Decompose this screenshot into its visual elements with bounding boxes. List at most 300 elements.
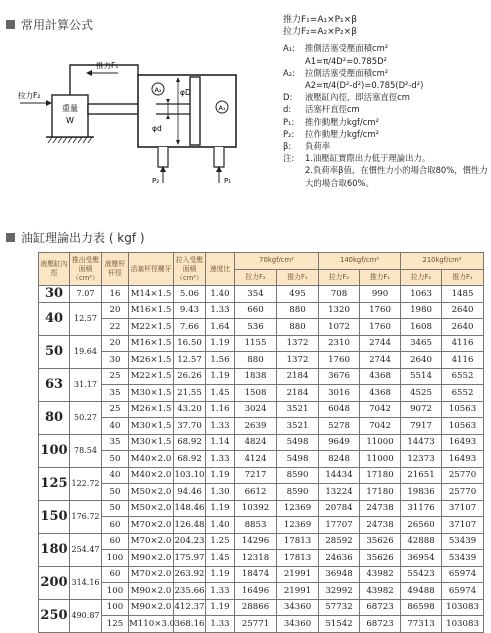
table-cell: 1838 <box>235 368 277 385</box>
definition-text: 拉側活塞受壓面積cm² <box>305 67 389 78</box>
table-cell: 1.19 <box>206 599 235 616</box>
table-cell: 1.40 <box>206 286 235 303</box>
push-area-cell: 12.57 <box>70 302 102 335</box>
table-row <box>39 352 484 369</box>
cylinder-force-table <box>38 252 484 633</box>
bore-cell: 30 <box>39 286 70 303</box>
table-cell: 35626 <box>360 550 401 567</box>
table-row <box>39 616 484 633</box>
table-cell: 125 <box>102 616 129 633</box>
formula-definition <box>283 116 488 128</box>
table-cell: 5498 <box>277 451 319 468</box>
table-subheader-cell: 推力F₁ <box>360 269 401 286</box>
formula-definition <box>283 55 488 67</box>
table-cell: 3521 <box>277 418 319 435</box>
table-cell: 26.26 <box>174 368 206 385</box>
table-cell: 68723 <box>360 599 401 616</box>
table-cell: 2640 <box>442 302 484 319</box>
push-area-cell: 314.16 <box>70 566 102 599</box>
definition-text: 2.負荷率β值，在慣性力小的場合取80%，慣性力大的場合取60%。 <box>305 165 488 188</box>
table-cell: 10563 <box>442 418 484 435</box>
table-cell: M30×1.5 <box>129 434 174 451</box>
definition-text: A2=π/4(D²-d²)=0.785(D²-d²) <box>305 80 424 91</box>
table-cell: 2310 <box>319 335 360 352</box>
table-cell: 2744 <box>360 335 401 352</box>
table-cell: 94.46 <box>174 484 206 501</box>
table-cell: 990 <box>360 286 401 303</box>
table-row <box>39 599 484 616</box>
table-cell: 86598 <box>401 599 442 616</box>
table-cell: 3024 <box>235 401 277 418</box>
table-cell: 55423 <box>401 566 442 583</box>
hydraulic-cylinder-diagram <box>18 55 248 185</box>
table-cell: 9.43 <box>174 302 206 319</box>
table-header-cell: 液壓杆杆徑 <box>102 253 129 286</box>
table-cell: 25 <box>102 368 129 385</box>
bore-cell: 125 <box>39 467 70 500</box>
table-cell: 1485 <box>442 286 484 303</box>
formula-definition <box>283 152 488 164</box>
table-row <box>39 401 484 418</box>
table-cell: 16.50 <box>174 335 206 352</box>
table-cell: 1.40 <box>206 517 235 534</box>
definition-key: P₁: <box>283 116 295 127</box>
table-row <box>39 566 484 583</box>
table-cell: M40×2.0 <box>129 467 174 484</box>
table-cell: 1.33 <box>206 418 235 435</box>
table-cell: 30 <box>102 352 129 369</box>
table-row <box>39 434 484 451</box>
weight-symbol: W <box>66 116 74 125</box>
table-cell: 50 <box>102 451 129 468</box>
table-cell: 2639 <box>235 418 277 435</box>
table-cell: 35 <box>102 385 129 402</box>
table-cell: 37107 <box>442 500 484 517</box>
table-cell: 7217 <box>235 467 277 484</box>
formula-definition <box>283 128 488 140</box>
formula-legend <box>283 14 488 189</box>
table-cell: 16493 <box>442 451 484 468</box>
table-cell: 16496 <box>235 583 277 600</box>
bore-cell: 40 <box>39 302 70 335</box>
table-cell: 7917 <box>401 418 442 435</box>
table-cell: 1155 <box>235 335 277 352</box>
table-cell: 1372 <box>277 352 319 369</box>
table-cell: 5498 <box>277 434 319 451</box>
table-cell: M90×2.0 <box>129 583 174 600</box>
definition-key: A₂: <box>283 67 295 78</box>
table-cell: 2640 <box>401 352 442 369</box>
table-cell: 13224 <box>319 484 360 501</box>
table-row <box>39 451 484 468</box>
table-subheader-cell: 推力F₁ <box>277 269 319 286</box>
table-cell: 3465 <box>401 335 442 352</box>
table-cell: 368.16 <box>174 616 206 633</box>
table-cell: 8590 <box>277 484 319 501</box>
table-cell: 8248 <box>319 451 360 468</box>
formula-definition <box>283 42 488 54</box>
table-cell: 16 <box>102 286 129 303</box>
table-cell: 53439 <box>442 533 484 550</box>
table-cell: 7.66 <box>174 319 206 336</box>
table-cell: 4124 <box>235 451 277 468</box>
table-cell: M26×1.5 <box>129 401 174 418</box>
table-cell: 1.19 <box>206 500 235 517</box>
table-cell: 17707 <box>319 517 360 534</box>
table-cell: 1.19 <box>206 467 235 484</box>
table-header-cell: 推出受壓面積（cm²） <box>70 253 102 286</box>
table-cell: M26×1.5 <box>129 352 174 369</box>
table-cell: 31176 <box>401 500 442 517</box>
table-cell: 4368 <box>360 385 401 402</box>
table-cell: 36954 <box>401 550 442 567</box>
table-cell: 60 <box>102 533 129 550</box>
table-cell: 68.92 <box>174 434 206 451</box>
table-section-title <box>6 229 145 246</box>
table-header-cell: 拉入受壓面積（cm²） <box>174 253 206 286</box>
table-cell: 65974 <box>442 566 484 583</box>
table-cell: M90×2.0 <box>129 550 174 567</box>
push-area-cell: 254.47 <box>70 533 102 566</box>
table-cell: 100 <box>102 583 129 600</box>
table-cell: 22 <box>102 319 129 336</box>
definition-key <box>283 55 305 67</box>
table-cell: 880 <box>235 352 277 369</box>
formula-push: 推力F₁=A₁×P₁×β <box>283 15 357 25</box>
table-cell: 24738 <box>360 500 401 517</box>
table-cell: 8853 <box>235 517 277 534</box>
table-cell: 1.33 <box>206 616 235 633</box>
table-row <box>39 385 484 402</box>
table-cell: 32992 <box>319 583 360 600</box>
formula-title-text: 常用計算公式 <box>21 18 94 32</box>
table-cell: 495 <box>277 286 319 303</box>
p1-label: P₁ <box>224 177 232 185</box>
table-cell: M70×2.0 <box>129 517 174 534</box>
table-row <box>39 533 484 550</box>
table-cell: 21.55 <box>174 385 206 402</box>
table-row <box>39 500 484 517</box>
table-cell: 6612 <box>235 484 277 501</box>
table-header-cell: 210kgf/cm² <box>401 253 484 270</box>
table-cell: 126.48 <box>174 517 206 534</box>
table-cell: 6552 <box>442 385 484 402</box>
push-force-label: 推力F₁ <box>96 61 119 70</box>
table-cell: M16×1.5 <box>129 335 174 352</box>
table-cell: 4525 <box>401 385 442 402</box>
table-cell: M30×1.5 <box>129 418 174 435</box>
table-cell: 1372 <box>277 335 319 352</box>
table-cell: 10392 <box>235 500 277 517</box>
table-cell: 880 <box>277 302 319 319</box>
table-cell: 235.66 <box>174 583 206 600</box>
table-cell: 1.14 <box>206 434 235 451</box>
table-cell: 9072 <box>401 401 442 418</box>
table-cell: 412.37 <box>174 599 206 616</box>
table-cell: 100 <box>102 550 129 567</box>
push-area-cell: 31.17 <box>70 368 102 401</box>
table-cell: 1.45 <box>206 385 235 402</box>
table-title-text: 油缸理論出力表 ( kgf ) <box>21 231 145 245</box>
table-cell: 28866 <box>235 599 277 616</box>
table-cell: 37.70 <box>174 418 206 435</box>
definition-key: D: <box>283 92 293 103</box>
table-cell: 12.57 <box>174 352 206 369</box>
table-cell: 17180 <box>360 467 401 484</box>
table-cell: 3676 <box>319 368 360 385</box>
definition-key <box>283 164 305 188</box>
table-cell: 77313 <box>401 616 442 633</box>
a2-label: A₂ <box>154 86 162 94</box>
table-cell: 1.45 <box>206 550 235 567</box>
table-row <box>39 484 484 501</box>
bore-cell: 180 <box>39 533 70 566</box>
phi-D-label: φD <box>180 88 191 97</box>
table-row <box>39 368 484 385</box>
table-cell: 8590 <box>277 467 319 484</box>
table-cell: 1.19 <box>206 566 235 583</box>
table-cell: 4116 <box>442 335 484 352</box>
table-header-cell: 140kgf/cm² <box>319 253 401 270</box>
table-cell: 53439 <box>442 550 484 567</box>
table-cell: 51542 <box>319 616 360 633</box>
table-cell: 2184 <box>277 385 319 402</box>
pull-force-label: 拉力F₂ <box>18 91 41 100</box>
table-cell: 25771 <box>235 616 277 633</box>
table-cell: 880 <box>277 319 319 336</box>
definition-text: 推作動壓力kgf/cm² <box>305 116 379 127</box>
table-row <box>39 583 484 600</box>
definition-text: 液壓缸內徑，即活塞直徑cm <box>305 92 410 103</box>
table-cell: 1508 <box>235 385 277 402</box>
table-cell: 1608 <box>401 319 442 336</box>
table-cell: 5278 <box>319 418 360 435</box>
table-cell: 1.33 <box>206 302 235 319</box>
definition-text: 推側活塞受壓面積cm² <box>305 43 389 54</box>
formula-definition <box>283 91 488 103</box>
table-cell: 24636 <box>319 550 360 567</box>
table-cell: 1760 <box>360 302 401 319</box>
table-cell: 12373 <box>401 451 442 468</box>
table-cell: 17813 <box>277 533 319 550</box>
definition-key: 注: <box>283 153 295 164</box>
table-cell: 36948 <box>319 566 360 583</box>
table-cell: 1.33 <box>206 451 235 468</box>
definition-text: 1.油壓缸實際出力低于理論出力。 <box>305 153 431 164</box>
piston <box>190 77 200 145</box>
push-area-cell: 78.54 <box>70 434 102 467</box>
table-cell: 175.97 <box>174 550 206 567</box>
phi-d-label: φd <box>152 124 162 133</box>
table-cell: 103083 <box>442 616 484 633</box>
table-cell: 60 <box>102 566 129 583</box>
table-cell: 28592 <box>319 533 360 550</box>
table-cell: 1.25 <box>206 533 235 550</box>
table-cell: 5514 <box>401 368 442 385</box>
table-cell: 1072 <box>319 319 360 336</box>
definition-text: A1=π/4D²=0.785D² <box>305 55 387 66</box>
table-cell: 148.46 <box>174 500 206 517</box>
table-cell: 1.33 <box>206 583 235 600</box>
table-cell: 3016 <box>319 385 360 402</box>
table-cell: 19836 <box>401 484 442 501</box>
table-cell: 65974 <box>442 583 484 600</box>
table-header-cell: 70kgf/cm² <box>235 253 319 270</box>
table-cell: 40 <box>102 418 129 435</box>
table-cell: M40×2.0 <box>129 451 174 468</box>
table-cell: 17180 <box>360 484 401 501</box>
bore-cell: 150 <box>39 500 70 533</box>
weight-label: 重量 <box>62 104 78 113</box>
table-cell: M70×2.0 <box>129 566 174 583</box>
table-cell: 1980 <box>401 302 442 319</box>
table-cell: 1.64 <box>206 319 235 336</box>
table-cell: M50×2.0 <box>129 484 174 501</box>
table-cell: 7042 <box>360 418 401 435</box>
definition-key <box>283 79 305 91</box>
table-header-cell: 活塞杆徑螺牙 <box>129 253 174 286</box>
a1-label: A₁ <box>218 104 226 112</box>
table-cell: 1.19 <box>206 368 235 385</box>
formula-definition <box>283 103 488 115</box>
section-bullet-icon <box>6 233 15 242</box>
table-cell: 14296 <box>235 533 277 550</box>
table-cell: 660 <box>235 302 277 319</box>
table-cell: 103083 <box>442 599 484 616</box>
table-cell: M30×1.5 <box>129 385 174 402</box>
table-cell: 57732 <box>319 599 360 616</box>
bore-cell: 200 <box>39 566 70 599</box>
table-cell: 1.56 <box>206 352 235 369</box>
table-row <box>39 319 484 336</box>
formula-pull: 拉力F₂=A₂×P₂×β <box>283 27 357 38</box>
table-cell: 20 <box>102 335 129 352</box>
table-cell: 4116 <box>442 352 484 369</box>
table-cell: 49488 <box>401 583 442 600</box>
formula-definition <box>283 67 488 79</box>
bore-cell: 250 <box>39 599 70 632</box>
table-cell: 35626 <box>360 533 401 550</box>
table-cell: 43982 <box>360 566 401 583</box>
table-row <box>39 418 484 435</box>
table-cell: 17813 <box>277 550 319 567</box>
table-cell: 2184 <box>277 368 319 385</box>
definition-key: A₁: <box>283 43 295 54</box>
table-cell: 21651 <box>401 467 442 484</box>
table-cell: 1760 <box>360 319 401 336</box>
table-cell: 25770 <box>442 484 484 501</box>
table-cell: M22×1.5 <box>129 319 174 336</box>
table-cell: 1.30 <box>206 484 235 501</box>
definition-key: d: <box>283 104 292 115</box>
definition-text: 拉作動壓力kgf/cm² <box>305 128 379 139</box>
table-cell: 18474 <box>235 566 277 583</box>
table-cell: 26560 <box>401 517 442 534</box>
formula-definition <box>283 140 488 152</box>
table-cell: M110×3.0 <box>129 616 174 633</box>
table-cell: 43.20 <box>174 401 206 418</box>
table-cell: 204.23 <box>174 533 206 550</box>
table-cell: 1.19 <box>206 335 235 352</box>
table-cell: 25770 <box>442 467 484 484</box>
formula-definition <box>283 79 488 91</box>
bore-cell: 100 <box>39 434 70 467</box>
bore-cell: 80 <box>39 401 70 434</box>
table-cell: 1.16 <box>206 401 235 418</box>
table-row <box>39 286 484 303</box>
table-cell: 1760 <box>319 352 360 369</box>
table-cell: 68.92 <box>174 451 206 468</box>
push-area-cell: 19.64 <box>70 335 102 368</box>
push-area-cell: 490.87 <box>70 599 102 632</box>
formula-section-title <box>6 16 93 33</box>
table-cell: 12369 <box>277 517 319 534</box>
table-row <box>39 550 484 567</box>
table-cell: 68723 <box>360 616 401 633</box>
table-cell: 3521 <box>277 401 319 418</box>
section-bullet-icon <box>6 20 15 29</box>
push-area-cell: 122.72 <box>70 467 102 500</box>
definition-key: β: <box>283 141 292 152</box>
table-cell: 16493 <box>442 434 484 451</box>
table-cell: 20784 <box>319 500 360 517</box>
table-cell: 42888 <box>401 533 442 550</box>
table-cell: 11000 <box>360 434 401 451</box>
table-cell: M70×2.0 <box>129 533 174 550</box>
table-cell: 43982 <box>360 583 401 600</box>
table-cell: 1063 <box>401 286 442 303</box>
table-cell: 7042 <box>360 401 401 418</box>
table-cell: 708 <box>319 286 360 303</box>
table-cell: 34360 <box>277 616 319 633</box>
table-subheader-cell: 推力F₁ <box>442 269 484 286</box>
table-cell: 20 <box>102 302 129 319</box>
table-cell: 34360 <box>277 599 319 616</box>
table-subheader-cell: 拉力F₂ <box>319 269 360 286</box>
table-header-cell: 液壓缸內徑 <box>39 253 70 286</box>
table-row <box>39 335 484 352</box>
table-subheader-cell: 拉力F₂ <box>235 269 277 286</box>
table-cell: 6048 <box>319 401 360 418</box>
table-cell: 4824 <box>235 434 277 451</box>
table-row <box>39 467 484 484</box>
push-area-cell: 50.27 <box>70 401 102 434</box>
p2-label: P₂ <box>152 177 160 185</box>
table-cell: 9649 <box>319 434 360 451</box>
table-cell: 5.06 <box>174 286 206 303</box>
table-cell: 35 <box>102 434 129 451</box>
table-cell: 37107 <box>442 517 484 534</box>
push-area-cell: 7.07 <box>70 286 102 303</box>
table-header-cell: 速度比 <box>206 253 235 286</box>
table-cell: 1320 <box>319 302 360 319</box>
table-subheader-cell: 拉力F₂ <box>401 269 442 286</box>
definition-key: P₂: <box>283 128 295 139</box>
table-row <box>39 302 484 319</box>
table-cell: 50 <box>102 484 129 501</box>
table-cell: 14434 <box>319 467 360 484</box>
table-cell: 6552 <box>442 368 484 385</box>
table-cell: M22×1.5 <box>129 368 174 385</box>
definition-text: 活塞杆直徑cm <box>305 104 360 115</box>
table-cell: 14473 <box>401 434 442 451</box>
table-cell: M14×1.5 <box>129 286 174 303</box>
table-cell: 2744 <box>360 352 401 369</box>
table-cell: 11000 <box>360 451 401 468</box>
table-cell: M50×2.0 <box>129 500 174 517</box>
table-cell: 263.92 <box>174 566 206 583</box>
table-cell: M16×1.5 <box>129 302 174 319</box>
